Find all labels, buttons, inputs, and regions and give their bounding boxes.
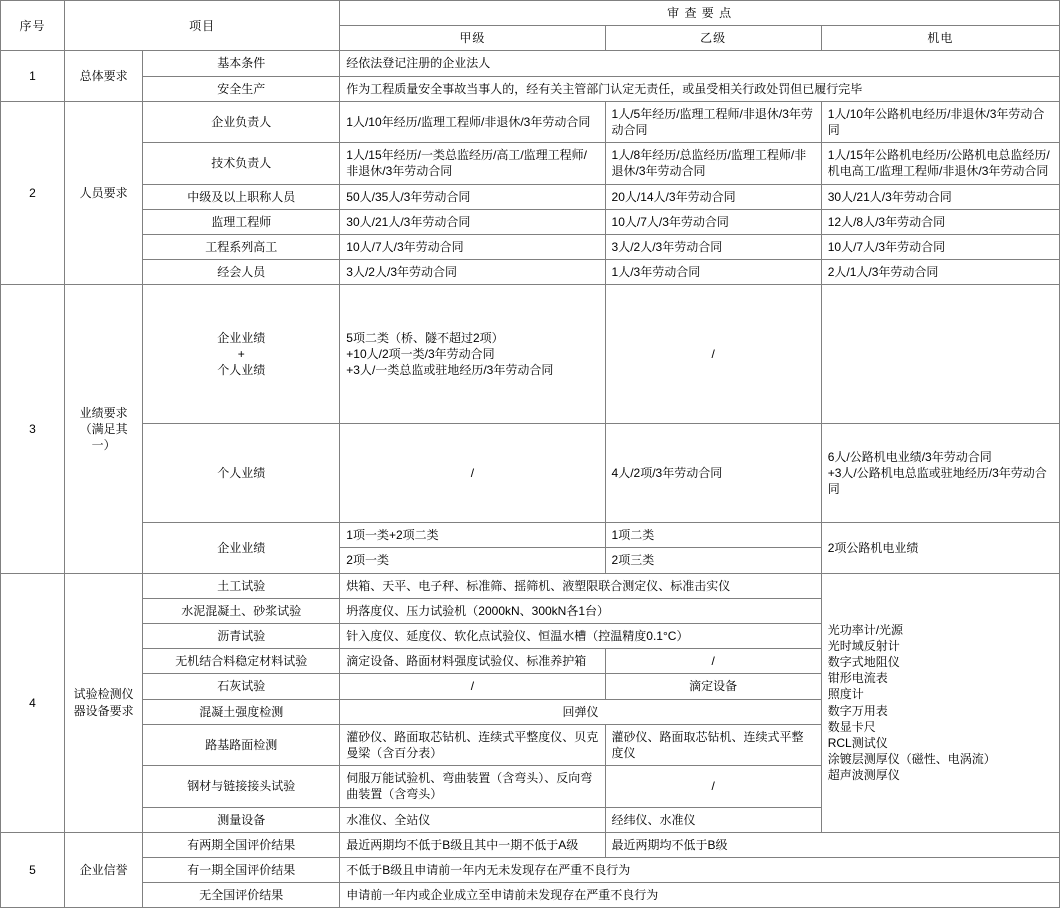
row-value-a: /: [340, 674, 605, 699]
row-value-c: 30人/21人/3年劳动合同: [821, 184, 1059, 209]
row-item: 测量设备: [143, 807, 340, 832]
section-index-4: 4: [1, 573, 65, 832]
row-value-b: 1人/8年经历/总监经历/监理工程师/非退休/3年劳动合同: [605, 143, 821, 184]
row-value-c: 12人/8人/3年劳动合同: [821, 209, 1059, 234]
section-index-3: 3: [1, 285, 65, 573]
row-value-b-bottom: 2项三类: [605, 548, 821, 573]
row-value-c: 2人/1人/3年劳动合同: [821, 260, 1059, 285]
header-grade-a: 甲级: [340, 26, 605, 51]
row-value-all: 经依法登记注册的企业法人: [340, 51, 1060, 76]
row-value-c: [821, 424, 1059, 523]
row-value-ab: 回弹仪: [340, 699, 821, 724]
row-value-b: 经纬仪、水准仪: [605, 807, 821, 832]
table-row: [1, 101, 1060, 142]
row-value-a: 伺服万能试验机、弯曲装置（含弯头）、反向弯曲装置（含弯头）: [340, 766, 605, 807]
row-value-b: 灌砂仪、路面取芯钻机、连续式平整度仪: [605, 724, 821, 765]
value-line: 6人/公路机电业绩/3年劳动合同: [827, 449, 992, 464]
table-row: [1, 883, 1060, 908]
row-item-multiline: [143, 285, 340, 424]
row-item: 企业负责人: [143, 101, 340, 142]
equip-line: 数显卡尺: [827, 719, 876, 734]
row-value-b: 最近两期均不低于B级: [605, 832, 1059, 857]
row-value-ab: 坍落度仪、压力试验机（2000kN、300kN各1台）: [340, 598, 821, 623]
row-value-a-top: 1项一类+2项二类: [340, 523, 605, 548]
row-value-ab: 烘箱、天平、电子秤、标准筛、摇筛机、液塑限联合测定仪、标准击实仪: [340, 573, 821, 598]
table-row: [1, 234, 1060, 259]
header-item: 项目: [65, 1, 340, 51]
row-item: 安全生产: [143, 76, 340, 101]
row-item: 工程系列高工: [143, 234, 340, 259]
row-value-all: 作为工程质量安全事故当事人的，经有关主管部门认定无责任，或虽受相关行政处罚但已履行完毕: [340, 76, 1060, 101]
row-item: 企业业绩: [143, 523, 340, 573]
row-value-a: 最近两期均不低于B级且其中一期不低于A级: [340, 832, 605, 857]
section-group-5: 企业信誉: [65, 832, 143, 908]
row-item-line: 企业业绩: [217, 330, 266, 345]
row-item: 水泥混凝土、砂浆试验: [143, 598, 340, 623]
equip-line: 数字万用表: [827, 703, 888, 718]
electro-equipment-list: [821, 573, 1059, 832]
header-review-points: 审 查 要 点: [340, 1, 1060, 26]
section-group-3: 业绩要求（满足其一）: [65, 285, 143, 573]
row-value-a: 1人/15年经历/一类总监经历/高工/监理工程师/非退休/3年劳动合同: [340, 143, 605, 184]
equip-line: RCL测试仪: [827, 736, 888, 751]
table-header-row: [1, 1, 1060, 26]
row-value-b: 10人/7人/3年劳动合同: [605, 209, 821, 234]
value-line: 5项二类（桥、隧不超过2项）: [346, 330, 504, 345]
row-value-c: 1人/10年公路机电经历/非退休/3年劳动合同: [821, 101, 1059, 142]
row-value-a-bottom: 2项一类: [340, 548, 605, 573]
header-grade-c: 机电: [821, 26, 1059, 51]
row-item: 技术负责人: [143, 143, 340, 184]
row-value-a: 3人/2人/3年劳动合同: [340, 260, 605, 285]
row-value-b: /: [605, 285, 821, 424]
row-value-c: 1人/15年公路机电经历/公路机电总监经历/机电高工/监理工程师/非退休/3年劳动合同: [821, 143, 1059, 184]
row-value-b: 1人/3年劳动合同: [605, 260, 821, 285]
row-value-b: 滴定设备: [605, 674, 821, 699]
row-item: 无机结合料稳定材料试验: [143, 649, 340, 674]
row-value-ab: 针入度仪、延度仪、软化点试验仪、恒温水槽（控温精度0.1°C）: [340, 624, 821, 649]
row-value-all: 申请前一年内或企业成立至申请前未发现存在严重不良行为: [340, 883, 1060, 908]
equip-line: 涂镀层测厚仪（磁性、电涡流）: [827, 752, 996, 767]
row-value-a: 水准仪、全站仪: [340, 807, 605, 832]
row-item: 路基路面检测: [143, 724, 340, 765]
table-row: [1, 573, 1060, 598]
section-index-2: 2: [1, 101, 65, 285]
table-row: [1, 424, 1060, 523]
row-value-a: 10人/7人/3年劳动合同: [340, 234, 605, 259]
row-item: 个人业绩: [143, 424, 340, 523]
section-group-4: [65, 573, 143, 832]
table-row: [1, 857, 1060, 882]
row-value-a: 1人/10年经历/监理工程师/非退休/3年劳动合同: [340, 101, 605, 142]
group-label: 试验检测仪器设备要求: [73, 687, 134, 718]
row-item: 基本条件: [143, 51, 340, 76]
value-line: +3人/公路机电总监或驻地经历/3年劳动合同: [827, 466, 1047, 497]
row-item: 经会人员: [143, 260, 340, 285]
value-line: +3人/一类总监或驻地经历/3年劳动合同: [346, 363, 554, 378]
row-value-all: 不低于B级且申请前一年内无未发现存在严重不良行为: [340, 857, 1060, 882]
row-item-line: +: [237, 347, 245, 362]
row-value-c: 10人/7人/3年劳动合同: [821, 234, 1059, 259]
table-row: [1, 76, 1060, 101]
row-item: 石灰试验: [143, 674, 340, 699]
row-item: 有两期全国评价结果: [143, 832, 340, 857]
row-item: 土工试验: [143, 573, 340, 598]
row-value-b: /: [605, 766, 821, 807]
row-value-a: [340, 285, 605, 424]
row-value-b: 1人/5年经历/监理工程师/非退休/3年劳动合同: [605, 101, 821, 142]
row-item: 有一期全国评价结果: [143, 857, 340, 882]
equip-line: 超声波测厚仪: [827, 768, 900, 783]
section-group-2: 人员要求: [65, 101, 143, 285]
section-index-1: 1: [1, 51, 65, 101]
row-value-c: 2项公路机电业绩: [821, 523, 1059, 573]
row-item: 监理工程师: [143, 209, 340, 234]
row-item-line: 个人业绩: [217, 363, 266, 378]
row-value-b: /: [605, 649, 821, 674]
table-row: [1, 51, 1060, 76]
header-grade-b: 乙级: [605, 26, 821, 51]
table-row: [1, 285, 1060, 424]
row-item: 沥青试验: [143, 624, 340, 649]
section-group-1: 总体要求: [65, 51, 143, 101]
table-row: [1, 143, 1060, 184]
equip-line: 照度计: [827, 687, 864, 702]
row-value-a: 灌砂仪、路面取芯钻机、连续式平整度仪、贝克曼梁（含百分表）: [340, 724, 605, 765]
row-value-a: 50人/35人/3年劳动合同: [340, 184, 605, 209]
row-value-b: 4人/2项/3年劳动合同: [605, 424, 821, 523]
row-item: 混凝土强度检测: [143, 699, 340, 724]
row-item: 钢材与链接接头试验: [143, 766, 340, 807]
equip-line: 光功率计/光源: [827, 622, 904, 637]
table-row: [1, 184, 1060, 209]
equip-line: 钳形电流表: [827, 671, 888, 686]
table-row: [1, 260, 1060, 285]
row-value-a: 30人/21人/3年劳动合同: [340, 209, 605, 234]
section-index-5: 5: [1, 832, 65, 908]
value-line: +10人/2项一类/3年劳动合同: [346, 347, 495, 362]
row-item: 无全国评价结果: [143, 883, 340, 908]
row-value-b: 20人/14人/3年劳动合同: [605, 184, 821, 209]
row-value-b-top: 1项二类: [605, 523, 821, 548]
table-row: [1, 832, 1060, 857]
row-item: 中级及以上职称人员: [143, 184, 340, 209]
header-seq: 序号: [1, 1, 65, 51]
row-value-c: [821, 285, 1059, 424]
table-row: [1, 209, 1060, 234]
equip-line: 数字式地阻仪: [827, 655, 900, 670]
equip-line: 光时域反射计: [827, 638, 900, 653]
table-row: [1, 523, 1060, 548]
row-value-a: 滴定设备、路面材料强度试验仪、标准养护箱: [340, 649, 605, 674]
row-value-a: /: [340, 424, 605, 523]
row-value-b: 3人/2人/3年劳动合同: [605, 234, 821, 259]
